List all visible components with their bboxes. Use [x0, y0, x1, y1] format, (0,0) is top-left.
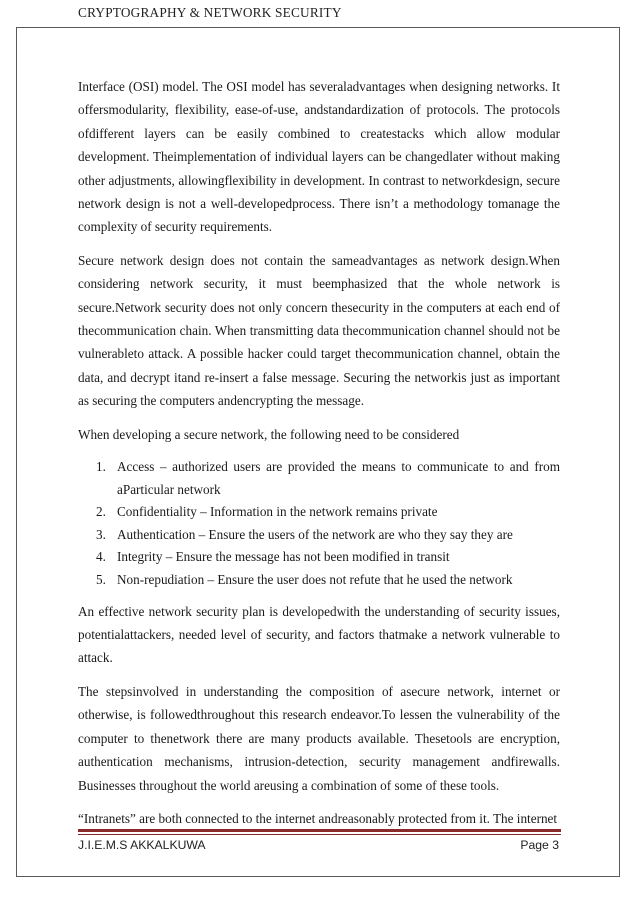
page-content [78, 75, 560, 830]
footer-rule [78, 829, 561, 832]
paragraph-secure-network-design: Secure network design does not contain the sameadvantages as network design.When considering network security, it must beemphasized that the whole network is secure.Network security does not only concern thesecurity in the computers at each end of thecommunication chain. When transmitting data thecommunication channel should not be vulnerableto attack. A possible hacker could target thecommunication channel, obtain the data, and decrypt itand re-insert a false message. Securing the networkis just as important as securing the computers andencrypting the message. [78, 252, 560, 409]
footer-institution: J.I.E.M.S AKKALKUWA [78, 838, 206, 852]
list-item [78, 501, 560, 524]
paragraph-security-plan: An effective network security plan is developedwith the understanding of security issues, potentialattackers, needed level of security, and factors thatmake a network vulnerable to attack. [78, 603, 560, 666]
requirements-list [78, 456, 560, 592]
list-item [78, 456, 560, 501]
list-item-text: Integrity – Ensure the message has not been modified in transit [117, 549, 450, 565]
list-item [78, 569, 560, 592]
running-header: CRYPTOGRAPHY & NETWORK SECURITY [78, 5, 342, 20]
paragraph-intranets: “Intranets” are both connected to the internet andreasonably protected from it. The internet [78, 810, 558, 826]
list-item-number: 1. [96, 459, 106, 475]
list-item-number: 4. [96, 549, 106, 565]
list-item-number: 2. [96, 504, 106, 520]
footer-rule-thin [78, 834, 561, 835]
list-item-text: Confidentiality – Information in the network remains private [117, 504, 438, 520]
list-item [78, 524, 560, 547]
list-item-number: 3. [96, 526, 106, 542]
paragraph-osi-model: Interface (OSI) model. The OSI model has severaladvantages when designing networks. It offersmodularity, flexibility, ease-of-use, andstandardization of protocols. The protocols ofdifferent layers can be easily combined to createstacks which allow modular development. Theimplementation of individual layers can be changedlater without making other adjustments, allowingflexibility in development. In contrast to networkdesign, secure network design is not a well-developedprocess. There isn’t a methodology tomanage the complexity of security requirements. [78, 79, 560, 235]
list-item-number: 5. [96, 572, 106, 588]
list-item [78, 546, 560, 569]
paragraph-considerations-intro: When developing a secure network, the following need to be considered [78, 426, 460, 442]
page-number: Page 3 [520, 838, 559, 852]
paragraph-secure-composition: The stepsinvolved in understanding the composition of asecure network, internet or otherwise, is followedthroughout this research endeavor.To lessen the vulnerability of the computer to thenetwork there are many products available. Thesetools are encryption, authentication mechanisms, intrusion-detection, security management andfirewalls. Businesses throughout the world areusing a combination of some of these tools. [78, 683, 560, 793]
list-item-text: Non-repudiation – Ensure the user does not refute that he used the network [117, 572, 513, 588]
list-item-text: Access – authorized users are provided the means to communicate to and from aParticular network [117, 459, 560, 497]
list-item-text: Authentication – Ensure the users of the network are who they say they are [117, 526, 513, 542]
